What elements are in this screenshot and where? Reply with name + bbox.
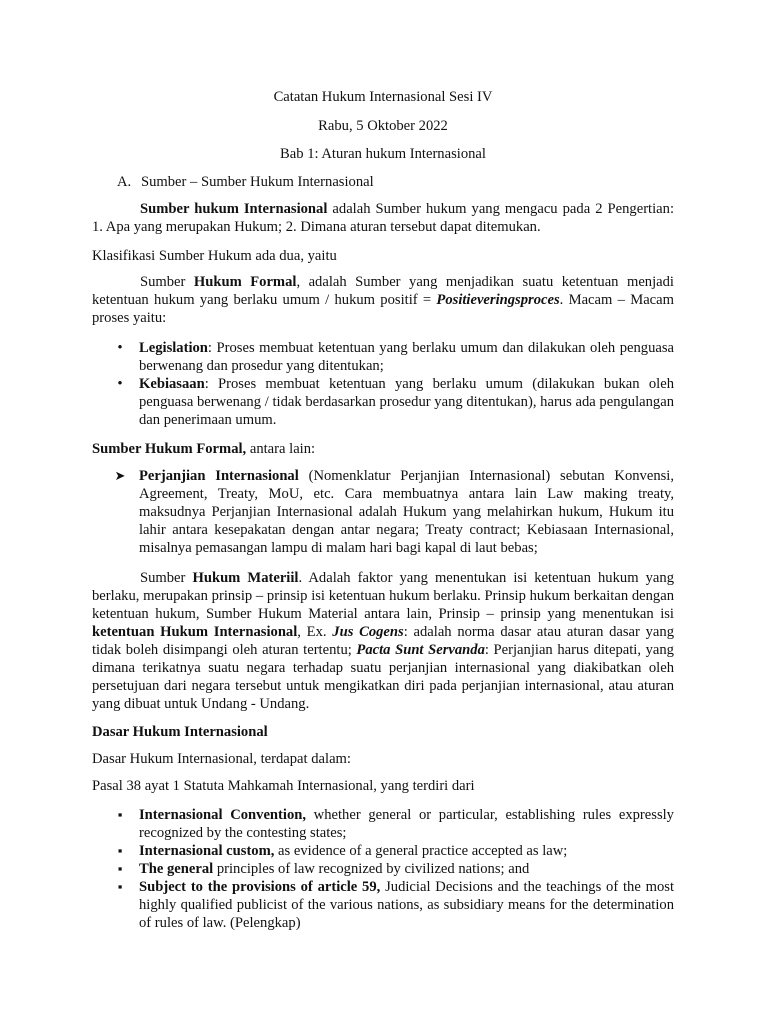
perjanjian-term: Perjanjian Internasional (139, 468, 299, 484)
formal-term: Hukum Formal (193, 274, 297, 290)
materiil-term3: Jus Cogens (332, 624, 404, 640)
formal-paragraph (92, 273, 674, 327)
pasal-text: whether general or particular, establishing rules expressly recognized by the contesting states; (139, 807, 674, 841)
materiil-term4: Pacta Sunt Servanda (356, 642, 485, 658)
list-item (92, 878, 674, 932)
arrow-bullet-icon: ➤ (114, 468, 126, 483)
list-item (92, 842, 674, 860)
pasal-text: Judicial Decisions and the teachings of the most highly qualified publicist of the various nations, as subsidiary means for the determination of rules of law. (Pelengkap) (139, 879, 674, 931)
proses-text: : Proses membuat ketentuan yang berlaku umum (dilakukan bukan oleh penguasa berwenang / tidak berdasarkan prosedur yang ditentukan), harus ada pengulangan dan penerimaan umum. (139, 376, 674, 428)
materiil-term: Hukum Materiil (192, 570, 299, 586)
square-bullet-icon (113, 860, 127, 878)
materiil-t1: . Adalah faktor yang menentukan isi ketentuan hukum yang berlaku, merupakan prinsip – prinsip isi ketentuan hukum berlaku. Prinsip hukum berkaitan dengan ketentuan hukum, Sumber Hukum Material antara lain, Prinsip – prinsip yang menentukan isi (92, 570, 674, 622)
formal-sources-heading (92, 440, 674, 458)
intro-term: Sumber hukum Internasional (140, 201, 328, 217)
chapter-heading: Bab 1: Aturan hukum Internasional (280, 146, 486, 162)
materiil-t2: , Ex. (297, 624, 333, 640)
proses-term: Kebiasaan (139, 376, 205, 392)
dasar-heading (92, 723, 674, 741)
square-bullet-icon (113, 878, 127, 896)
proses-term: Legislation (139, 340, 208, 356)
dasar-line1: Dasar Hukum Internasional, terdapat dalam: (92, 751, 351, 767)
perjanjian-list (92, 467, 674, 557)
bullet-icon (113, 375, 127, 393)
materiil-paragraph (92, 569, 674, 713)
pasal-term: The general (139, 861, 214, 877)
list-item (92, 467, 674, 557)
dasar-heading-text: Dasar Hukum Internasional (92, 724, 268, 740)
klasifikasi-line: Klasifikasi Sumber Hukum ada dua, yaitu (92, 248, 337, 264)
dasar-line2: Pasal 38 ayat 1 Statuta Mahkamah Internasional, yang terdiri dari (92, 778, 475, 794)
formal-heading-bold: Sumber Hukum Formal, (92, 441, 247, 457)
pasal-list (92, 806, 674, 932)
formal-heading-rest: antara lain: (246, 441, 316, 457)
pasal-term: Internasional Convention, (139, 807, 307, 823)
square-bullet-icon (113, 806, 127, 824)
document-title: Catatan Hukum Internasional Sesi IV (273, 89, 493, 105)
materiil-term2: ketentuan Hukum Internasional (92, 624, 298, 640)
list-item (92, 339, 674, 375)
formal-pre: Sumber (140, 274, 194, 290)
proses-list (92, 339, 674, 429)
pasal-term: Internasional custom, (139, 843, 275, 859)
formal-post: . Macam – Macam proses yaitu: (92, 292, 674, 326)
list-item (92, 375, 674, 429)
materiil-t4: : Perjanjian harus ditepati, yang dimana terikatnya suatu negara terhadap suatu perjanjian internasional yang diakibatkan oleh persetujuan dari negara tersebut untuk mengikatkan diri pada perjanjian internasional, atau aturan yang dibuat untuk Undang - Undang. (92, 642, 674, 712)
section-a-marker: A. (117, 174, 132, 190)
formal-term2: Positieveringsproces (436, 292, 560, 308)
list-item (92, 860, 674, 878)
intro-text: adalah Sumber hukum yang mengacu pada 2 Pengertian: 1. Apa yang merupakan Hukum; 2. Dimana aturan tersebut dapat ditemukan. (92, 201, 675, 235)
bullet-icon (113, 339, 127, 357)
list-item (92, 806, 674, 842)
square-bullet-icon (113, 842, 127, 860)
materiil-pre: Sumber (140, 570, 193, 586)
pasal-text: principles of law recognized by civilized nations; and (213, 861, 530, 877)
intro-paragraph (92, 200, 674, 236)
section-a-title: Sumber – Sumber Hukum Internasional (141, 174, 374, 190)
materiil-t3: : adalah norma dasar atau aturan dasar yang tidak boleh disimpangi oleh aturan tertentu; (92, 624, 674, 658)
proses-text: : Proses membuat ketentuan yang berlaku umum dan dilakukan oleh penguasa berwenang dan prosedur yang ditentukan; (139, 340, 674, 374)
pasal-text: as evidence of a general practice accepted as law; (274, 843, 568, 859)
perjanjian-text: (Nomenklatur Perjanjian Internasional) sebutan Konvensi, Agreement, Treaty, MoU, etc. Cara membuatnya antara lain Law making treaty, maksudnya Perjanjian Internasional adalah Hukum yang melahirkan hukum, Hukum itu lahir antara kesepakatan dengan antar negara; Treaty contract; Kebiasaan Internasional, misalnya pemasangan lampu di malam hari bagi kapal di laut bebas; (139, 468, 675, 556)
pasal-term: Subject to the provisions of article 59, (139, 879, 381, 895)
formal-mid: , adalah Sumber yang menjadikan suatu ketentuan menjadi ketentuan hukum yang berlaku umum / hukum positif = (92, 274, 674, 308)
document-date: Rabu, 5 Oktober 2022 (318, 118, 448, 134)
section-a-heading (92, 173, 674, 191)
